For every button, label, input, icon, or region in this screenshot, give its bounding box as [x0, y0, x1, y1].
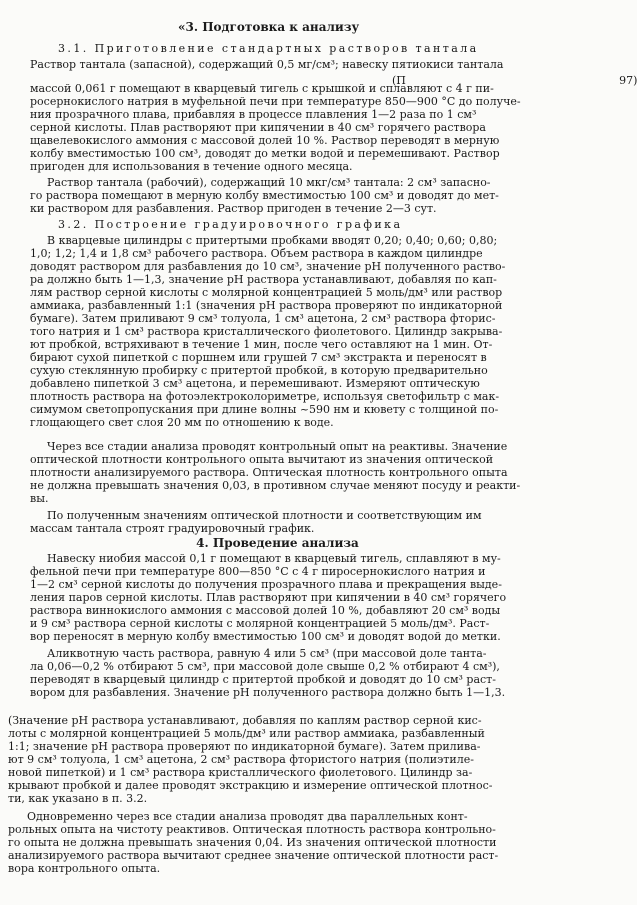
paragraph-line: 1:1; значение рН раствора проверяют по индикаторной бумаге). Затем прилива-	[8, 740, 481, 753]
section-3-heading: «3. Подготовка к анализу	[178, 20, 360, 34]
paragraph-line: оптической плотности контрольного опыта вычитают из значения оптической	[30, 453, 494, 466]
paragraph-line: добавлено пипеткой 3 см³ ацетона, и перемешивают. Измеряют оптическую	[30, 377, 480, 390]
paragraph-line: Навеску ниобия массой 0,1 г помещают в кварцевый тигель, сплавляют в му-	[47, 552, 501, 565]
paragraph-line: В кварцевые цилиндры с притертыми пробками вводят 0,20; 0,40; 0,60; 0,80;	[47, 234, 498, 247]
paragraph-line: плотности анализируемого раствора. Оптическая плотность контрольного опыта	[30, 466, 508, 479]
paragraph-line: Одновременно через все стадии анализа проводят два параллельных конт-	[27, 810, 468, 823]
paragraph-line: По полученным значениям оптической плотности и соответствующим им	[47, 509, 482, 522]
paragraph-line: Через все стадии анализа проводят контрольный опыт на реактивы. Значение	[47, 440, 508, 453]
paragraph-line: сухую стеклянную пробирку с притертой пробкой, в которую предварительно	[30, 364, 488, 377]
paragraph-line: симумом светопропускания при длине волны ~590 нм и кювету с толщиной по-	[30, 403, 499, 416]
paragraph-line: вор переносят в мерную колбу вместимостью 100 см³ и доводят водой до метки.	[30, 630, 501, 643]
paragraph-line: и 9 см³ раствора серной кислоты с молярной концентрацией 5 моль/дм³. Раст-	[30, 617, 490, 630]
paragraph-line: го раствора помещают в мерную колбу вместимостью 100 см³ и доводят до мет-	[30, 189, 499, 202]
paragraph-line: серной кислоты. Плав растворяют при кипячении в 40 см³ горячего раствора	[30, 121, 486, 134]
paragraph-line: вора контрольного опыта.	[8, 862, 161, 875]
paragraph-line: бумаге). Затем приливают 9 см³ толуола, 1 см³ ацетона, 2 см³ раствора фторис-	[30, 312, 496, 325]
section-4-heading: 4. Проведение анализа	[196, 536, 359, 550]
paragraph-line: вором для разбавления. Значение рН полученного раствора должно быть 1—1,3.	[30, 686, 506, 699]
paragraph-line: Раствор тантала (рабочий), содержащий 10 мкг/см³ тантала: 2 см³ запасно-	[47, 176, 491, 189]
paragraph-line: (Значение рН раствора устанавливают, добавляя по каплям раствор серной кис-	[8, 714, 482, 727]
paragraph-line: ления паров серной кислоты. Плав растворяют при кипячении в 40 см³ горячего	[30, 591, 507, 604]
paragraph-line: 1—2 см³ серной кислоты до получения прозрачного плава и прекращения выде-	[30, 578, 502, 591]
paragraph-line: ла 0,06—0,2 % отбирают 5 см³, при массовой доле свыше 0,2 % отбирают 4 см³),	[30, 660, 500, 673]
paragraph-line: колбу вместимостью 100 см³, доводят до метки водой и перемешивают. Раствор	[30, 147, 500, 160]
paragraph-line: росернокислого натрия в муфельной печи при температуре 850—900 °С до получе-	[30, 95, 521, 108]
paragraph-line: того натрия и 1 см³ раствора кристаллического фиолетового. Цилиндр закрыва-	[30, 325, 503, 338]
paragraph-line: новой пипеткой) и 1 см³ раствора кристаллического фиолетового. Цилиндр за-	[8, 766, 473, 779]
paragraph-line: пригоден для использования в течение одного месяца.	[30, 160, 353, 173]
paragraph-line: раствора виннокислого аммония с массовой долей 10 %, добавляют 20 см³ воды	[30, 604, 501, 617]
paragraph-line: ют 9 см³ толуола, 1 см³ ацетона, 2 см³ раствора фтористого натрия (полиэтиле-	[8, 753, 474, 766]
cut-off-line: (П 97)	[392, 74, 637, 87]
paragraph-line: анализируемого раствора вычитают среднее значение оптической плотности раст-	[8, 849, 499, 862]
paragraph-line: фельной печи при температуре 800—850 °С с 4 г пиросернокислого натрия и	[30, 565, 486, 578]
paragraph-line: лоты с молярной концентрацией 5 моль/дм³ или раствор аммиака, разбавленный	[8, 727, 485, 740]
paragraph-line: массой 0,061 г помещают в кварцевый тигель с крышкой и сплавляют с 4 г пи-	[30, 82, 494, 95]
paragraph-line: Раствор тантала (запасной), содержащий 0,5 мг/см³; навеску пятиокиси тантала	[30, 58, 504, 71]
paragraph-line: ния прозрачного плава, прибавляя в процессе плавления 1—2 раза по 1 см³	[30, 108, 477, 121]
cut-line-clip	[0, 0, 637, 87]
paragraph-line: плотность раствора на фотоэлектроколориметре, используя светофильтр с мак-	[30, 390, 500, 403]
paragraph-line: не должна превышать значения 0,03, в противном случае меняют посуду и реакти-	[30, 479, 521, 492]
paragraph-line: ки раствором для разбавления. Раствор пригоден в течение 2—3 сут.	[30, 202, 437, 215]
paragraph-line: Аликвотную часть раствора, равную 4 или 5 см³ (при массовой доле танта-	[47, 647, 487, 660]
paragraph-line: ют пробкой, встряхивают в течение 1 мин, после чего оставляют на 1 мин. От-	[30, 338, 493, 351]
paragraph-line: го опыта не должна превышать значения 0,04. Из значения оптической плотности	[8, 836, 497, 849]
paragraph-line: массам тантала строят градуировочный график.	[30, 522, 315, 535]
paragraph-line: переводят в кварцевый цилиндр с притертой пробкой и доводят до 10 см³ раст-	[30, 673, 496, 686]
paragraph-line: лям раствор серной кислоты с молярной концентрацией 5 моль/дм³ или раствор	[30, 286, 503, 299]
paragraph-line: ра должно быть 1—1,3, значение рН раствора устанавливают, добавляя по кап-	[30, 273, 497, 286]
subsection-3-2-title: 3.2. Построение градуировочного графика	[58, 218, 403, 231]
paragraph-line: доводят раствором для разбавления до 10 см³, значение рН полученного раство-	[30, 260, 506, 273]
paragraph-line: 1,0; 1,2; 1,4 и 1,8 см³ рабочего раствора. Объем раствора в каждом цилиндре	[30, 247, 483, 260]
paragraph-line: вы.	[30, 492, 49, 505]
subsection-3-1-title: 3.1. Приготовление стандартных растворов тантала	[58, 42, 479, 55]
paragraph-line: рольных опыта на чистоту реактивов. Оптическая плотность раствора контрольно-	[8, 823, 496, 836]
paragraph-line: ти, как указано в п. 3.2.	[8, 792, 148, 805]
paragraph-line: глощающего свет слоя 20 мм по отношению к воде.	[30, 416, 334, 429]
paragraph-line: крывают пробкой и далее проводят экстракцию и измерение оптической плотнос-	[8, 779, 493, 792]
paragraph-line: аммиака, разбавленный 1:1 (значения рН раствора проверяют по индикаторной	[30, 299, 503, 312]
paragraph-line: щавелевокислого аммония с массовой долей 10 %. Раствор переводят в мерную	[30, 134, 500, 147]
paragraph-line: бирают сухой пипеткой с поршнем или грушей 7 см³ экстракта и переносят в	[30, 351, 487, 364]
